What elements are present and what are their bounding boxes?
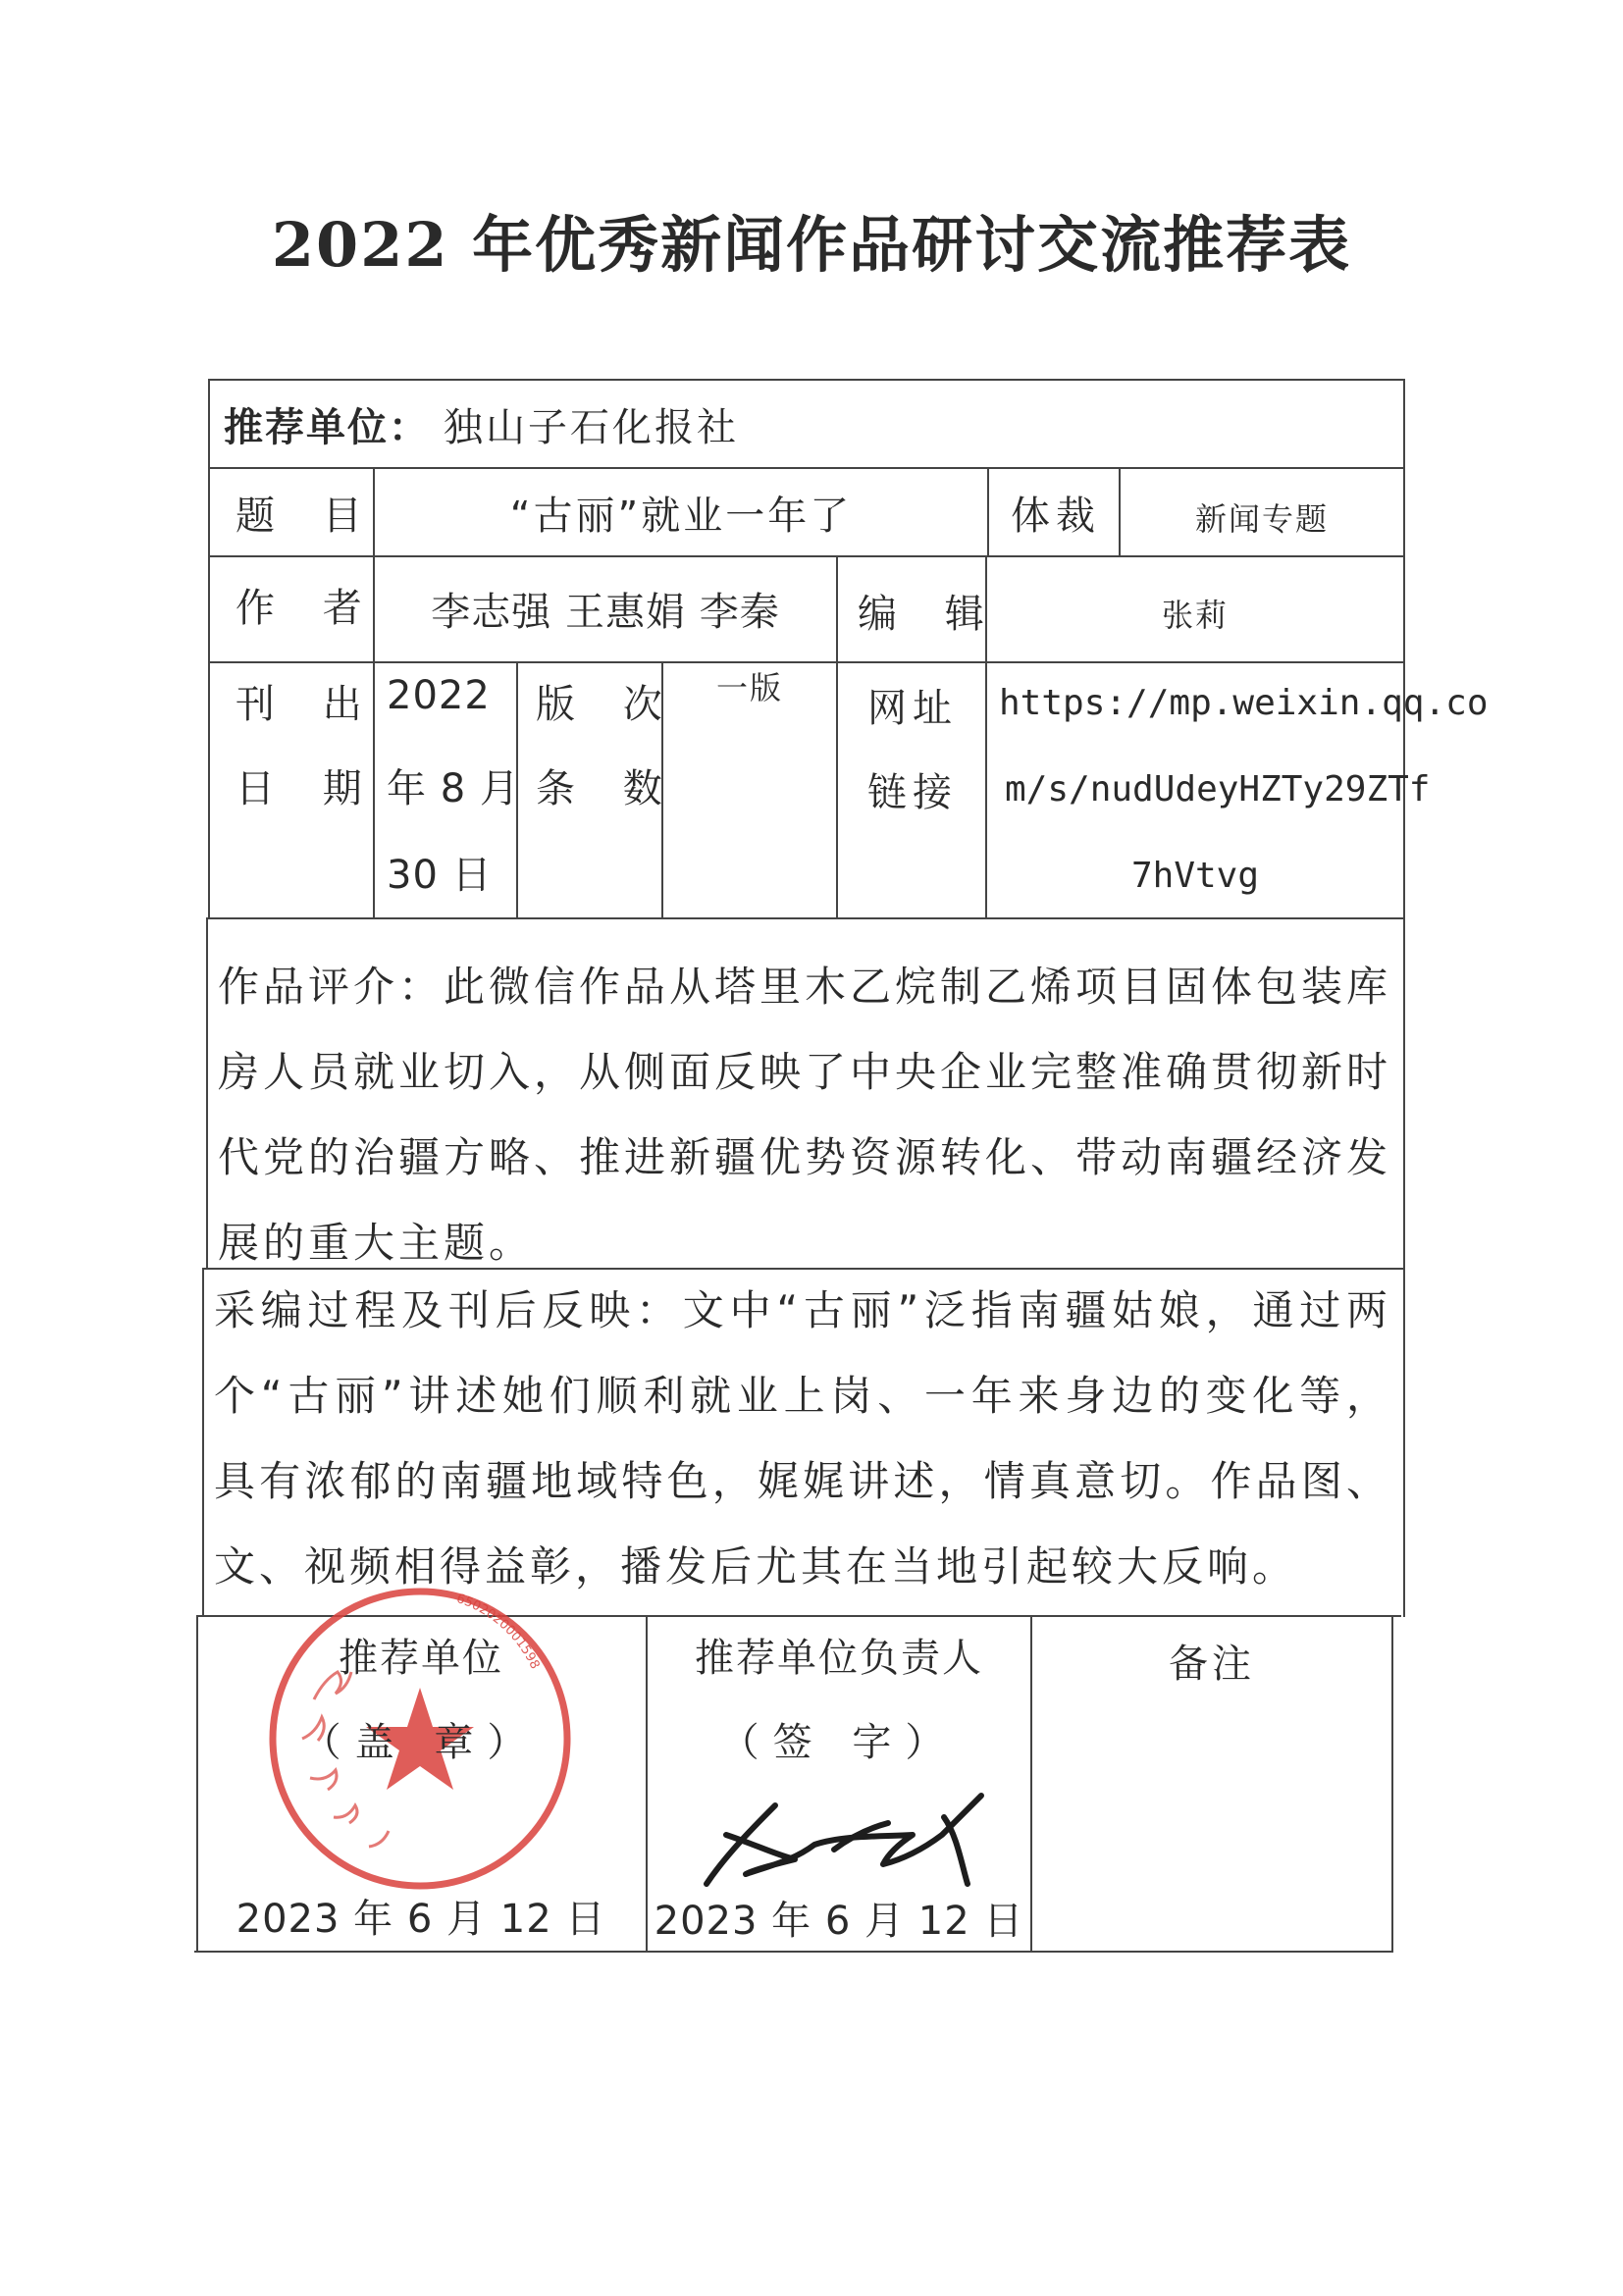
publish-date-label-1: 刊 出	[236, 682, 380, 727]
publish-date-line-2: 年 8 月	[387, 766, 520, 811]
topic-label: 题 目	[236, 494, 380, 539]
review-text: 作品评介：此微信作品从塔里木乙烷制乙烯项目固体包装库房人员就业切入，从侧面反映了中央企业完整准确贯彻新时代党的治疆方略、推进新疆优势资源转化、带动南疆经济发展的重大主题。	[218, 963, 1392, 1267]
author-value: 李志强 王惠娟 李秦	[431, 590, 780, 635]
col-line	[1403, 379, 1405, 1617]
row-line	[194, 1951, 1393, 1953]
edition-label-1: 版 次	[536, 682, 680, 727]
edition-label-2: 条 数	[536, 766, 680, 811]
row-line	[208, 379, 1405, 381]
sign-unit-sub: （盖 章）	[301, 1720, 541, 1765]
genre-value: 新闻专题	[1194, 500, 1329, 538]
col-line	[206, 917, 208, 1268]
sign-unit-date: 2023 年 6 月 12 日	[236, 1897, 606, 1942]
col-line	[987, 467, 989, 555]
editor-value: 张莉	[1161, 597, 1229, 634]
sign-person-label: 推荐单位负责人	[695, 1636, 983, 1681]
url-line-2: m/s/nudUdeyHZTy29ZTf	[1005, 769, 1431, 809]
col-line	[836, 555, 838, 917]
recommend-unit-label: 推荐单位：	[224, 405, 430, 450]
page-title: 2022 年优秀新闻作品研讨交流推荐表	[271, 209, 1352, 281]
url-label-1: 网址	[867, 686, 958, 731]
sign-unit-label: 推荐单位	[339, 1636, 503, 1681]
handwritten-signature	[687, 1766, 1001, 1913]
url-line-1: https://mp.weixin.qq.co	[999, 683, 1489, 723]
sign-person-date: 2023 年 6 月 12 日	[654, 1899, 1024, 1944]
row-line	[206, 917, 1405, 919]
url-label-2: 链接	[867, 770, 958, 815]
col-line	[208, 379, 210, 917]
author-label: 作 者	[236, 586, 380, 631]
edition-value: 一版	[715, 669, 783, 706]
topic-value: “古丽”就业一年了	[509, 494, 853, 539]
process-text: 采编过程及刊后反映：文中“古丽”泛指南疆姑娘，通过两个“古丽”讲述她们顺利就业上岗、一年来身边的变化等，具有浓郁的南疆地域特色，娓娓讲述，情真意切。作品图、文、视频相得益彰，播发后尤其在当地引起较大反响。	[214, 1286, 1391, 1591]
remarks-label: 备注	[1169, 1642, 1255, 1687]
publish-date-label-2: 日 期	[236, 766, 380, 811]
url-line-3: 7hVtvg	[1130, 856, 1260, 896]
col-line	[202, 1268, 204, 1615]
col-line	[1391, 1615, 1393, 1951]
genre-label: 体裁	[1011, 494, 1101, 539]
sign-person-sub: （签 字）	[719, 1720, 959, 1765]
recommend-unit-value: 独山子石化报社	[444, 405, 739, 450]
row-line	[208, 467, 1405, 469]
row-line	[208, 555, 1405, 557]
publish-date-line-3: 30 日	[387, 853, 493, 898]
editor-label: 编 辑	[858, 592, 1002, 637]
publish-date-line-1: 2022	[387, 673, 491, 718]
seal-serial: 6502020001598	[454, 1591, 543, 1672]
